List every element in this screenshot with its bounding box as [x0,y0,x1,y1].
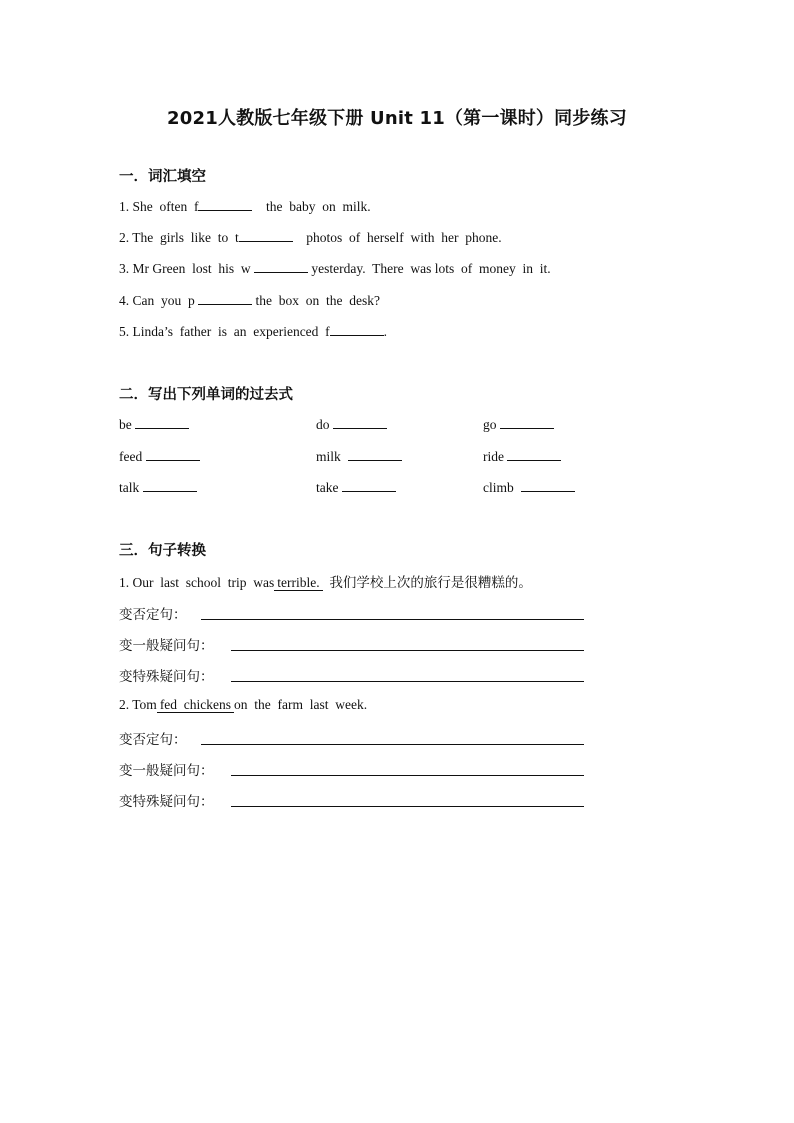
section-heading-vocabulary: 一．词汇填空 [119,169,206,185]
word-label: take [316,480,339,495]
past-tense-blank[interactable] [146,448,200,461]
q1-general-question-prompt: 变一般疑问句： [119,638,214,654]
q2-special-question-prompt: 变特殊疑问句： [119,794,214,810]
past-tense-blank[interactable] [521,479,575,492]
word-label: go [483,417,497,432]
q1-general-question-answer-line[interactable] [231,650,584,651]
q2-general-question-answer-line[interactable] [231,775,584,776]
past-tense-blank[interactable] [348,448,402,461]
q2-negative-answer-line[interactable] [201,744,584,745]
q1-special-question-prompt: 变特殊疑问句： [119,669,214,685]
word-label: climb [483,480,514,495]
past-tense-item-be [119,416,189,433]
word-label: talk [119,480,140,495]
vocab-item-2-post: photos of herself with her phone. [292,230,502,245]
past-tense-item-ride [483,448,561,465]
question-1-text: 1. Our last school trip was [119,575,275,590]
question-2-text-end: on the farm last week. [234,697,368,712]
q1-special-question-answer-line[interactable] [231,681,584,682]
vocab-item-2-blank[interactable] [239,229,293,242]
past-tense-item-go [483,416,554,433]
q1-negative-answer-line[interactable] [201,619,584,620]
past-tense-item-climb [483,479,575,496]
word-label: milk [316,449,341,464]
vocab-item-4-blank[interactable] [198,292,252,305]
word-label: feed [119,449,143,464]
word-label: do [316,417,330,432]
past-tense-blank[interactable] [135,416,189,429]
vocab-item-3-pre: 3. Mr Green lost his w [119,261,254,276]
transform-question-2 [119,697,367,713]
question-1-translation: 我们学校上次的旅行是很糟糕的。 [329,575,532,591]
vocab-item-1-blank[interactable] [198,198,252,211]
section-heading-past-tense: 二．写出下列单词的过去式 [119,387,293,403]
q1-negative-prompt: 变否定句： [119,607,187,623]
vocab-item-5 [119,323,387,340]
transform-question-1 [119,571,532,591]
past-tense-blank[interactable] [342,479,396,492]
vocab-item-4-pre: 4. Can you p [119,293,199,308]
vocab-item-4 [119,292,380,309]
vocab-item-1 [119,198,371,215]
past-tense-item-do [316,416,387,433]
past-tense-item-feed [119,448,200,465]
question-2-text: 2. Tom [119,697,157,712]
section-heading-sentence-transform: 三．句子转换 [119,543,206,559]
vocab-item-4-post: the box on the desk? [252,293,380,308]
vocab-item-3-blank[interactable] [254,260,308,273]
vocab-item-2 [119,229,502,246]
past-tense-blank[interactable] [500,416,554,429]
vocab-item-3 [119,260,551,277]
q2-special-question-answer-line[interactable] [231,806,584,807]
vocab-item-1-pre: 1. She often f [119,199,199,214]
q2-general-question-prompt: 变一般疑问句： [119,763,214,779]
past-tense-item-take [316,479,396,496]
past-tense-item-milk [316,448,402,465]
page-title: 2021人教版七年级下册 Unit 11（第一课时）同步练习 [167,108,627,129]
past-tense-blank[interactable] [507,448,561,461]
vocab-item-2-pre: 2. The girls like to t [119,230,239,245]
past-tense-blank[interactable] [143,479,197,492]
word-label: be [119,417,132,432]
vocab-item-5-blank[interactable] [330,323,384,336]
vocab-item-5-pre: 5. Linda’s father is an experienced f [119,324,330,339]
question-2-underlined: fed chickens [157,698,234,713]
vocab-item-5-post: . [383,324,388,339]
past-tense-item-talk [119,479,197,496]
question-1-underlined: terrible. [274,576,322,591]
word-label: ride [483,449,504,464]
vocab-item-3-post: yesterday. There was lots of money in it. [308,261,551,276]
past-tense-blank[interactable] [333,416,387,429]
q2-negative-prompt: 变否定句： [119,732,187,748]
vocab-item-1-post: the baby on milk. [252,199,371,214]
